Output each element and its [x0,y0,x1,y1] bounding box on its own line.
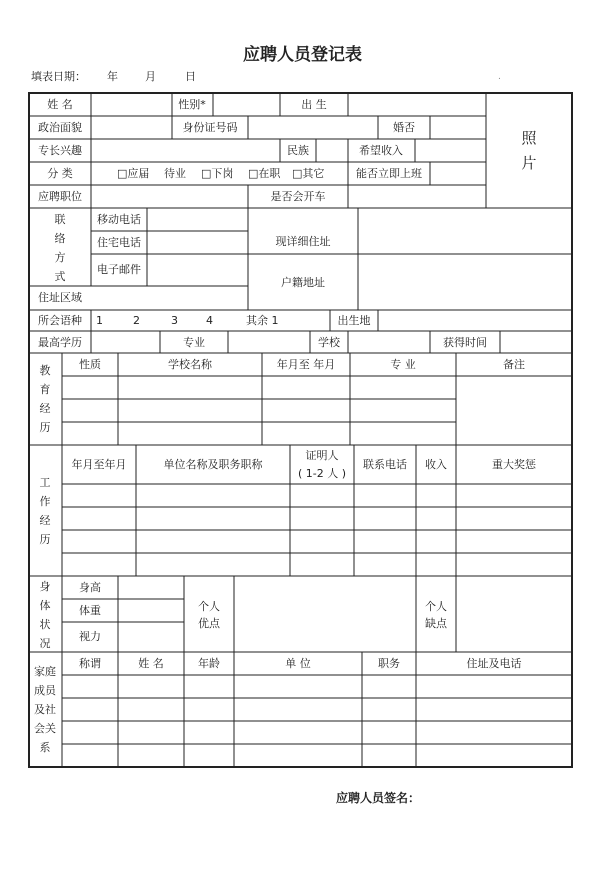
date-label: 填表日期： [31,70,86,83]
family-col-unit: 单 位 [285,657,311,670]
language-option-other[interactable]: 其余 1 [246,314,279,327]
language-option-4[interactable]: 4 [206,314,213,327]
label-current-address: 现详细住址 [275,235,331,248]
label-hobby: 专长兴趣 [38,144,82,157]
label-expected-income: 希望收入 [359,144,403,157]
work-col-income: 收入 [425,458,447,471]
work-col-phone: 联系电话 [363,458,407,471]
date-year: 年 [107,70,118,83]
label-weaknesses-1: 个人 [425,600,447,613]
language-option-3[interactable]: 3 [171,314,178,327]
label-political: 政治面貌 [38,121,82,134]
edu-col-school: 学校名称 [168,358,212,371]
family-col-address: 住址及电话 [466,657,522,670]
label-family: 家庭成员及社会关系 [34,665,56,754]
category-option-employed[interactable]: □在职 [248,167,281,180]
family-col-job: 职务 [378,657,400,670]
category-option-unemployed[interactable]: 待业 [164,167,186,180]
category-option-graduate[interactable]: □应届 [117,167,150,180]
label-highest-degree: 最高学历 [38,336,82,349]
label-work: 工作经历 [39,476,51,546]
date-day: 日 [185,70,196,83]
label-area: 住址区域 [38,291,82,304]
label-category: 分 类 [47,167,73,180]
work-col-reference-1: 证明人 [305,449,339,462]
label-position: 应聘职位 [38,190,82,203]
label-school: 学校 [318,336,340,349]
edu-col-nature: 性质 [79,358,101,371]
label-major: 专业 [183,336,205,349]
label-weaknesses-2: 缺点 [425,617,447,630]
label-ethnicity: 民族 [287,144,309,157]
work-col-reference-2: ( 1-2 人 ) [297,467,347,480]
edu-col-period: 年月至 年月 [276,358,336,371]
family-col-name: 姓 名 [138,657,164,670]
work-col-period: 年月至年月 [71,458,127,471]
label-education: 教育经历 [39,364,51,434]
category-option-laid-off[interactable]: □下岗 [201,167,234,180]
language-option-2[interactable]: 2 [133,314,140,327]
label-mobile: 移动电话 [97,213,141,226]
category-option-other[interactable]: □其它 [292,167,325,180]
label-contact: 联络方式 [54,213,66,283]
date-month: 月 [145,70,156,83]
label-home-phone: 住宅电话 [97,236,141,249]
photo-label-2: 片 [521,154,537,172]
label-name: 姓 名 [47,98,73,111]
language-option-1[interactable]: 1 [96,314,103,327]
label-gender: 性别* [178,98,206,111]
signature-label: 应聘人员签名： [336,791,421,805]
work-col-awards: 重大奖惩 [492,458,536,471]
label-email: 电子邮件 [97,263,141,276]
label-household-address: 户籍地址 [281,276,325,289]
edu-col-note: 备注 [503,358,525,371]
family-col-relation: 称谓 [79,657,101,670]
corner-mark: . [498,72,501,82]
photo-label-1: 照 [521,129,537,147]
label-birthplace: 出生地 [337,314,371,327]
work-col-unit: 单位名称及职务职称 [163,458,263,471]
label-language: 所会语种 [38,314,82,327]
label-height: 身高 [79,581,101,594]
label-id-number: 身份证号码 [182,121,238,134]
label-strengths-2: 优点 [198,617,220,630]
label-obtained-time: 获得时间 [443,336,487,349]
form-title: 应聘人员登记表 [243,45,362,65]
label-strengths-1: 个人 [198,600,220,613]
label-start-immediately: 能否立即上班 [356,167,422,180]
family-col-age: 年龄 [198,657,220,670]
label-birth: 出 生 [301,98,327,111]
label-health: 身体状况 [39,580,51,650]
label-vision: 视力 [79,630,101,643]
label-can-drive: 是否会开车 [270,190,326,203]
label-weight: 体重 [79,604,101,617]
edu-col-major: 专 业 [390,358,416,371]
label-marriage: 婚否 [393,121,415,134]
